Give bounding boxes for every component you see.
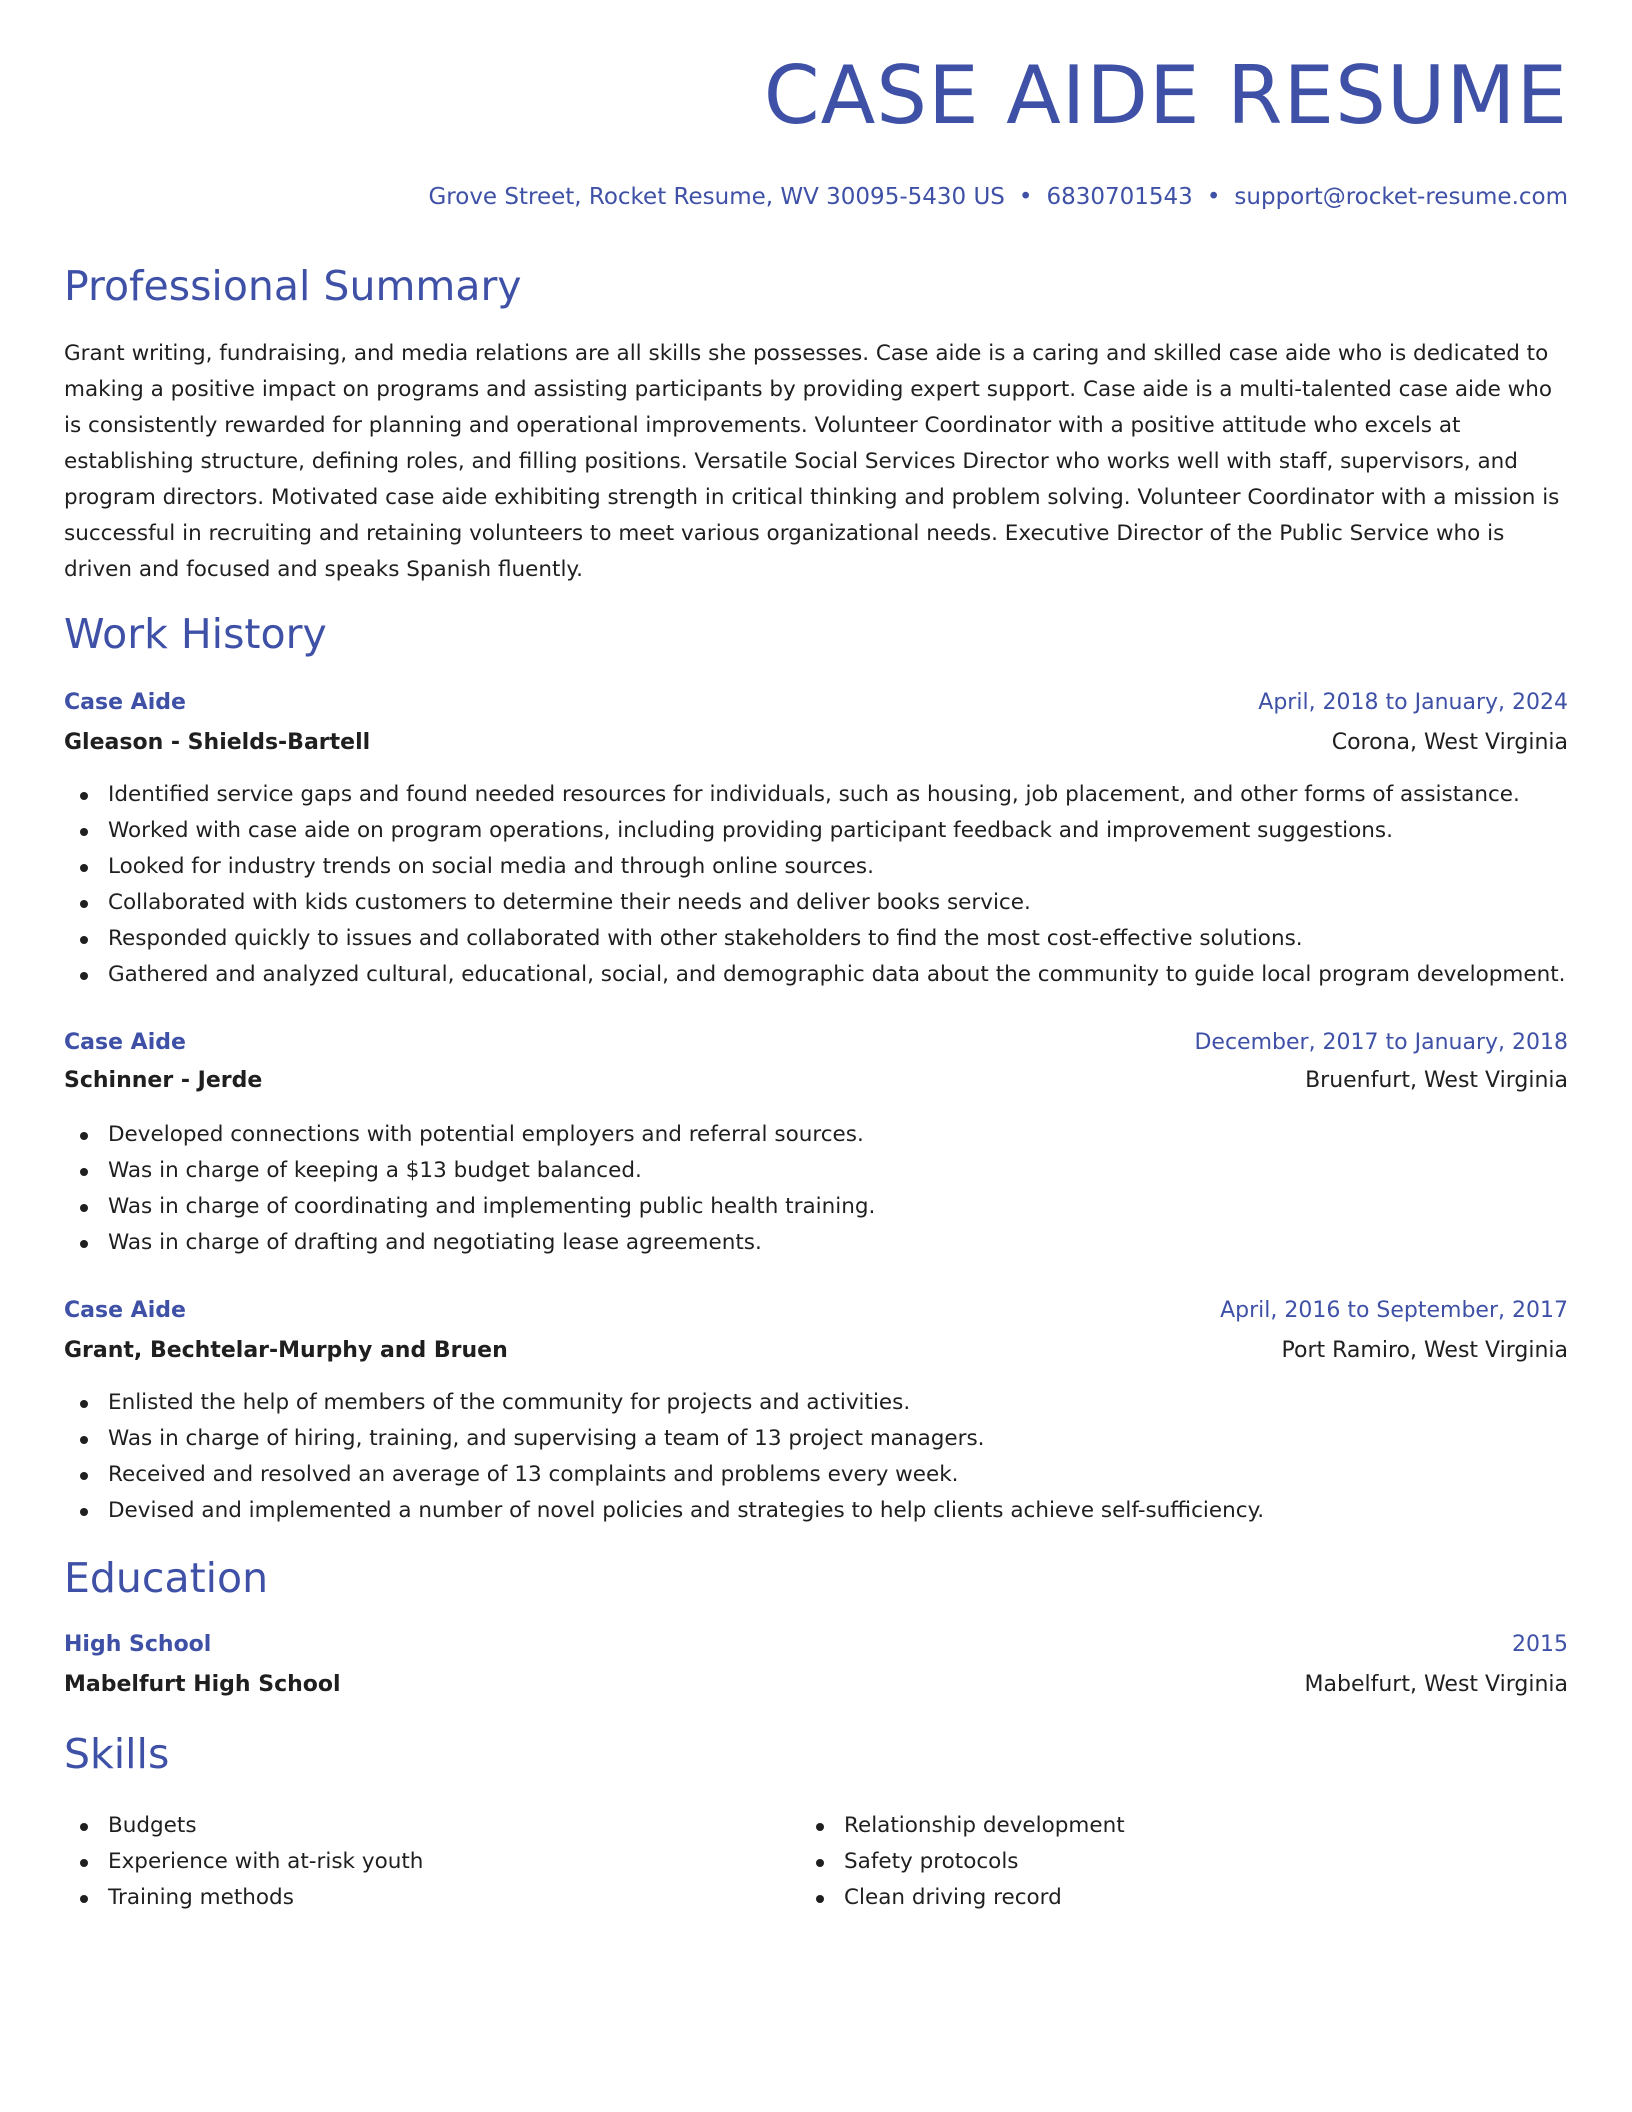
job-location: Port Ramiro, West Virginia xyxy=(1281,1338,1568,1363)
list-item: Was in charge of coordinating and implementing public health training. xyxy=(64,1189,1568,1225)
list-item: Received and resolved an average of 13 complaints and problems every week. xyxy=(64,1457,1568,1493)
contact-separator: • xyxy=(1018,184,1033,210)
list-item: Collaborated with kids customers to determine their needs and deliver books service. xyxy=(64,885,1568,921)
list-item: Looked for industry trends on social media and through online sources. xyxy=(64,849,1568,885)
skill-item: Relationship development xyxy=(800,1808,1500,1844)
skill-item: Budgets xyxy=(64,1808,764,1844)
list-item: Responded quickly to issues and collaborated with other stakeholders to find the most cost-effective solutions. xyxy=(64,921,1568,957)
skill-item: Safety protocols xyxy=(800,1844,1500,1880)
list-item: Gathered and analyzed cultural, educational, social, and demographic data about the community to guide local program development. xyxy=(64,957,1568,993)
contact-phone[interactable]: 6830701543 xyxy=(1046,184,1193,210)
education-school: Mabelfurt High School xyxy=(64,1672,341,1697)
job-dates: April, 2016 to September, 2017 xyxy=(1220,1298,1568,1323)
job-title: Case Aide xyxy=(64,690,186,715)
section-title-summary: Professional Summary xyxy=(64,262,522,310)
resume-page xyxy=(64,0,1568,2112)
job-title: Case Aide xyxy=(64,1030,186,1055)
list-item: Developed connections with potential employers and referral sources. xyxy=(64,1117,1568,1153)
job-company: Schinner - Jerde xyxy=(64,1068,263,1093)
resume-title: CASE AIDE RESUME xyxy=(763,49,1568,142)
section-title-skills: Skills xyxy=(64,1730,170,1778)
job-location: Bruenfurt, West Virginia xyxy=(1305,1068,1568,1093)
job-company: Gleason - Shields-Bartell xyxy=(64,730,371,755)
skills-list-right xyxy=(800,1808,1500,1916)
skill-item: Training methods xyxy=(64,1880,764,1916)
list-item: Was in charge of keeping a $13 budget balanced. xyxy=(64,1153,1568,1189)
contact-separator: • xyxy=(1206,184,1221,210)
list-item: Devised and implemented a number of novel policies and strategies to help clients achieve self-sufficiency. xyxy=(64,1493,1568,1529)
list-item: Enlisted the help of members of the community for projects and activities. xyxy=(64,1385,1568,1421)
education-location: Mabelfurt, West Virginia xyxy=(1304,1672,1568,1697)
job-location: Corona, West Virginia xyxy=(1331,730,1568,755)
job-bullets xyxy=(64,1117,1568,1261)
list-item: Worked with case aide on program operations, including providing participant feedback and improvement suggestions. xyxy=(64,813,1568,849)
contact-line xyxy=(428,182,1568,212)
skill-item: Clean driving record xyxy=(800,1880,1500,1916)
summary-text: Grant writing, fundraising, and media relations are all skills she possesses. Case aide is a caring and skilled case aide who is dedicated to making a positive impact on programs and assisting participants by providing expert support. Case aide is a multi-talented case aide who is consistently rewarded for planning and operational improvements. Volunteer Coordinator with a positive attitude who excels at establishing structure, defining roles, and filling positions. Versatile Social Services Director who works well with staff, supervisors, and program directors. Motivated case aide exhibiting strength in critical thinking and problem solving. Volunteer Coordinator with a mission is successful in recruiting and retaining volunteers to meet various organizational needs. Executive Director of the Public Service who is driven and focused and speaks Spanish fluently. xyxy=(64,341,1560,582)
skill-item: Experience with at-risk youth xyxy=(64,1844,764,1880)
skills-list-left xyxy=(64,1808,764,1916)
list-item: Was in charge of hiring, training, and supervising a team of 13 project managers. xyxy=(64,1421,1568,1457)
contact-address: Grove Street, Rocket Resume, WV 30095-5430 US xyxy=(428,184,1005,210)
list-item: Identified service gaps and found needed resources for individuals, such as housing, job placement, and other forms of assistance. xyxy=(64,777,1568,813)
list-item: Was in charge of drafting and negotiating lease agreements. xyxy=(64,1225,1568,1261)
education-degree: High School xyxy=(64,1632,212,1657)
job-bullets xyxy=(64,1385,1568,1529)
contact-email[interactable]: support@rocket-resume.com xyxy=(1234,184,1568,210)
job-bullets xyxy=(64,777,1568,993)
job-title: Case Aide xyxy=(64,1298,186,1323)
job-dates: December, 2017 to January, 2018 xyxy=(1194,1030,1568,1055)
section-title-work-history: Work History xyxy=(64,610,327,658)
job-company: Grant, Bechtelar-Murphy and Bruen xyxy=(64,1338,508,1363)
section-title-education: Education xyxy=(64,1554,269,1602)
job-dates: April, 2018 to January, 2024 xyxy=(1258,690,1568,715)
education-year: 2015 xyxy=(1512,1632,1568,1657)
